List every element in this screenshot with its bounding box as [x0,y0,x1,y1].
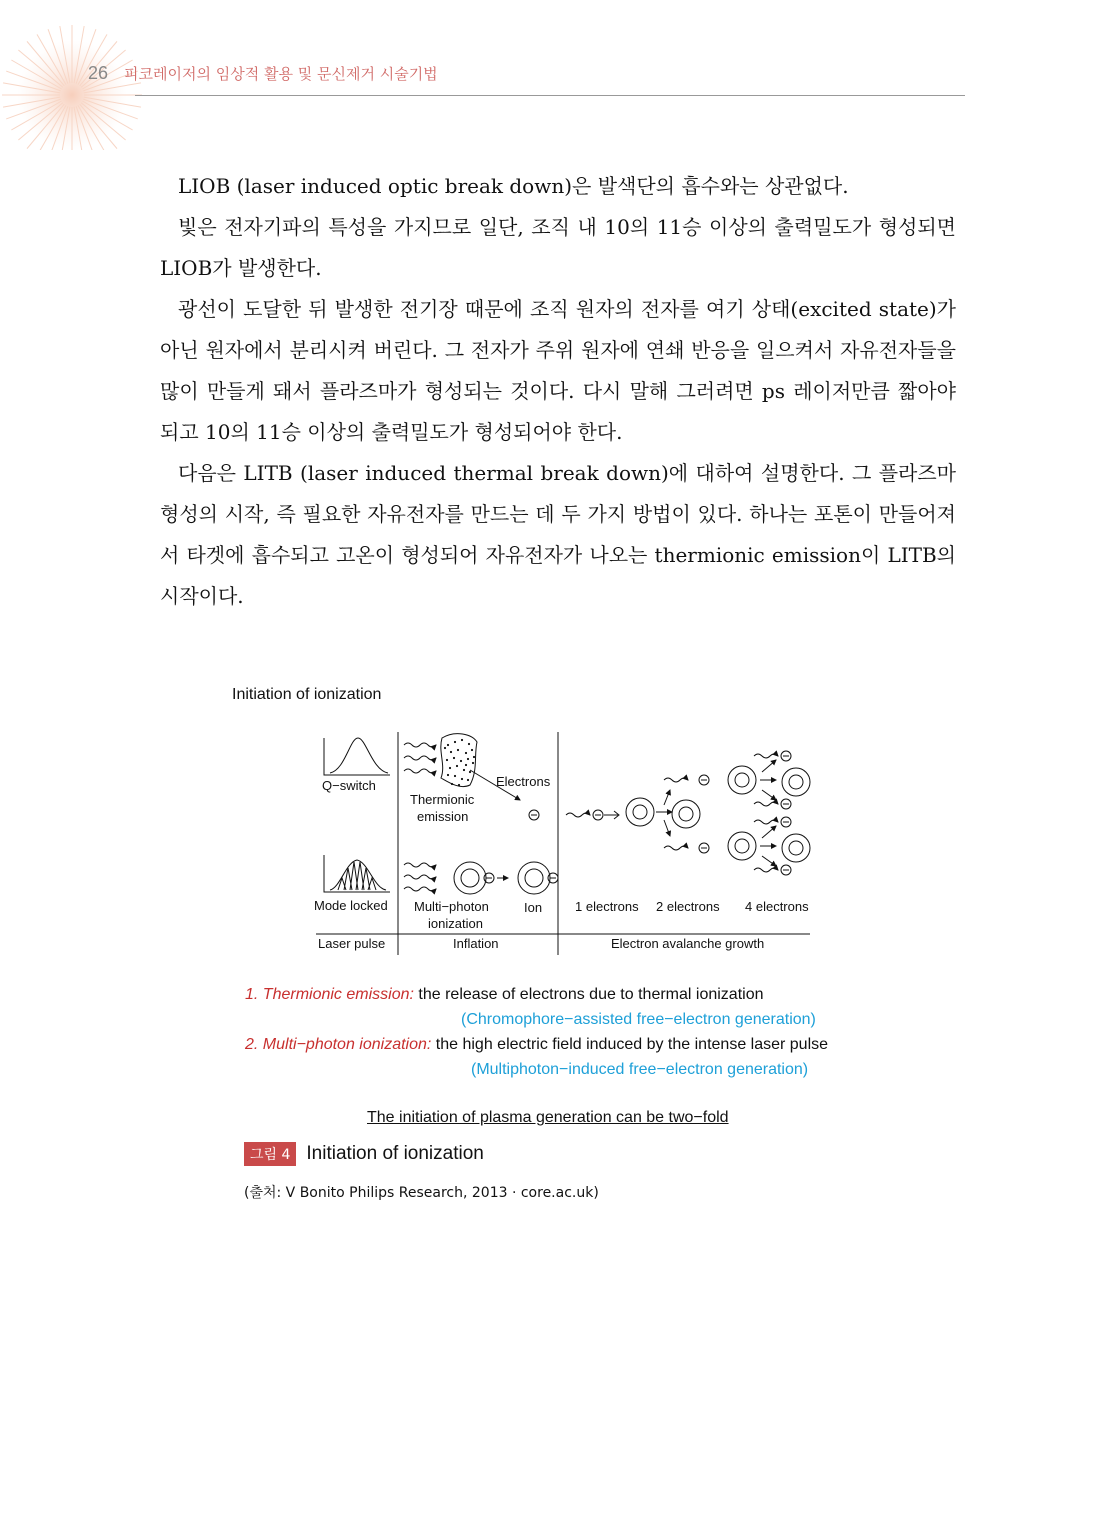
label-2-electrons: 2 electrons [656,899,720,914]
label-1-electrons: 1 electrons [575,899,639,914]
blob-dot [454,775,456,777]
note-2-text: the high electric field induced by the intense laser pulse [431,1036,829,1053]
label-emission: emission [417,809,469,824]
blob-dot [465,752,467,754]
blob-dot [447,744,449,746]
label-inflation: Inflation [453,936,499,951]
page-number: 26 [88,63,109,83]
conclusion-note: The initiation of plasma generation can be two−fold [367,1109,729,1126]
paragraph-3: 광선이 도달한 뒤 발생한 전기장 때문에 조직 원자의 전자를 여기 상태(excited state)가 아닌 원자에서 분리시켜 버린다. 그 전자가 주위 원자에 연쇄 반응을 일으켜서 자유전자들을 많이 만들게 돼서 플라즈마가 형성되는 것이다. 다시 말해 그러려면 ps 레이저만큼 짧아야 되고 10의 11승 이상의 출력밀도가 형성되어야 한다. [160,297,956,444]
figure-caption [244,1142,484,1166]
note-2 [245,1036,828,1054]
figure-title: Initiation of ionization [232,686,382,703]
blob-dot [450,751,452,753]
blob-dot [471,749,473,751]
blob-dot [463,769,465,771]
label-avalanche: Electron avalanche growth [611,936,765,951]
book-title: 피코레이저의 임상적 활용 및 문신제거 시술기법 [124,65,438,83]
label-mode-locked: Mode locked [314,898,388,913]
paragraph-1: LIOB (laser induced optic break down)은 발색단의 흡수와는 상관없다. [178,174,849,198]
blob-dot [447,774,449,776]
figure-source: (출처: V Bonito Philips Research, 2013 · core.ac.uk) [244,1185,599,1201]
blob-dot [449,767,451,769]
blob-dot [453,757,455,759]
blob-dot [446,759,448,761]
note-1-label: 1. Thermionic emission: [245,986,414,1003]
blob-dot [469,771,471,773]
note-2-label: 2. Multi−photon ionization: [245,1036,432,1053]
label-ionization: ionization [428,916,483,931]
label-thermionic: Thermionic [410,792,475,807]
blob-dot [458,784,460,786]
blob-dot [451,783,453,785]
blob-dot [460,760,462,762]
label-4-electrons: 4 electrons [745,899,809,914]
blob-dot [457,749,459,751]
blob-dot [467,758,469,760]
note-1-text: the release of electrons due to thermal ionization [413,986,764,1003]
blob-dot [468,743,470,745]
blob-dot [473,756,475,758]
blob-dot [461,778,463,780]
blob-dot [456,765,458,767]
blob-dot [454,741,456,743]
blob-dot [444,747,446,749]
label-multi-photon: Multi−photon [414,899,489,914]
note-2-sub: (Multiphoton−induced free−electron generation) [471,1061,809,1078]
paragraph-4: 다음은 LITB (laser induced thermal break down)에 대하여 설명한다. 그 플라즈마 형성의 시작, 즉 필요한 자유전자를 만드는 데 두 가지 방법이 있다. 하나는 포톤이 만들어져서 타겟에 흡수되고 고온이 형성되어 자유전자가 나오는 thermionic emission이 LITB의 시작이다. [160,461,956,608]
blob-dot [467,779,469,781]
note-1-sub: (Chromophore−assisted free−electron generation) [461,1011,816,1028]
label-laser-pulse: Laser pulse [318,936,386,951]
note-1 [245,986,764,1004]
label-q-switch: Q−switch [322,778,376,793]
blob-dot [465,764,467,766]
blob-dot [461,739,463,741]
label-electrons: Electrons [496,774,551,789]
figure-badge: 그림 4 [244,1142,296,1166]
label-ion: Ion [524,900,543,915]
caption-text: Initiation of ionization [306,1143,484,1164]
paragraph-2: 빛은 전자기파의 특성을 가지므로 일단, 조직 내 10의 11승 이상의 출력밀도가 형성되면 LIOB가 발생한다. [160,215,956,280]
blob-dot [472,762,474,764]
